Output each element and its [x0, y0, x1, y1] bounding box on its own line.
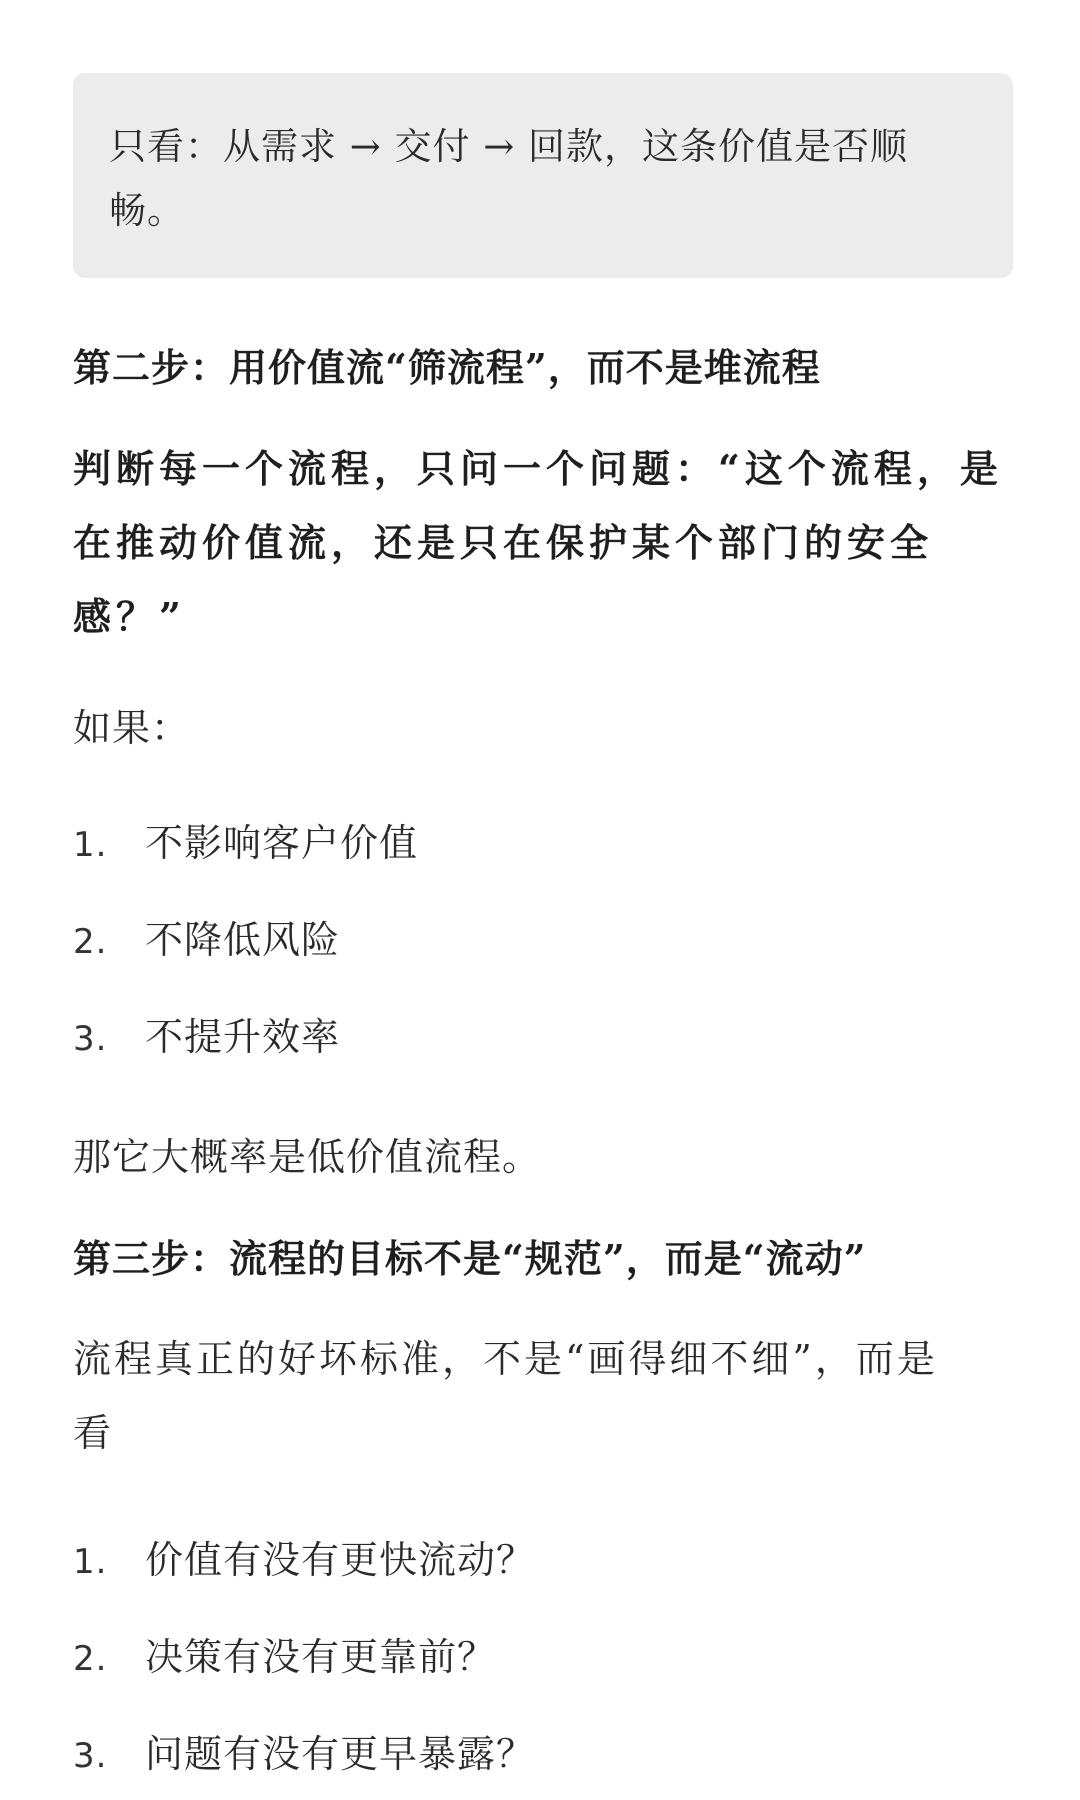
- quote-line-1: 只看：从需求 → 交付 → 回款，这条价值是否顺: [109, 125, 909, 168]
- list-item: [73, 1724, 1013, 1786]
- step3-intro-line-2: 看: [73, 1411, 115, 1455]
- list-item-text: 决策有没有更靠前？: [145, 1635, 497, 1679]
- quote-line-2: 畅。: [109, 189, 185, 232]
- list-item: [73, 1007, 1013, 1069]
- list-item-number: 2.: [73, 922, 108, 962]
- list-item-number: 3.: [73, 1019, 108, 1059]
- list-item: [73, 813, 1013, 875]
- list-item-number: 3.: [73, 1736, 108, 1776]
- step2-question-line-1: 判断每一个流程，只问一个问题：“这个流程，是: [73, 446, 1003, 491]
- step2-conclusion: 那它大概率是低价值流程。: [73, 1135, 542, 1179]
- step3-intro-line-1: 流程真正的好坏标准，不是“画得细不细”，而是: [73, 1337, 938, 1381]
- if-label: 如果：: [73, 706, 191, 750]
- step3-intro: [73, 1322, 1013, 1470]
- list-item-text: 不提升效率: [145, 1015, 341, 1059]
- step2-question-line-3: 感？”: [73, 594, 186, 639]
- list-item-text: 不降低风险: [145, 918, 341, 962]
- step2-question-line-2: 在推动价值流，还是只在保护某个部门的安全: [73, 520, 934, 565]
- list-item-text: 问题有没有更早暴露？: [145, 1732, 536, 1776]
- list-item: [73, 1627, 1013, 1689]
- step2-question: [73, 432, 1013, 654]
- value-flow-quote-box: [73, 73, 1013, 278]
- list-item: [73, 910, 1013, 972]
- step2-heading: 第二步：用价值流“筛流程”，而不是堆流程: [73, 345, 821, 390]
- list-item-text: 价值有没有更快流动？: [145, 1538, 536, 1582]
- step3-heading: 第三步：流程的目标不是“规范”，而是“流动”: [73, 1236, 867, 1281]
- list-item-number: 2.: [73, 1639, 108, 1679]
- list-item-text: 不影响客户价值: [145, 821, 419, 865]
- list-item: [73, 1530, 1013, 1592]
- list-item-number: 1.: [73, 1542, 108, 1582]
- list-item-number: 1.: [73, 825, 108, 865]
